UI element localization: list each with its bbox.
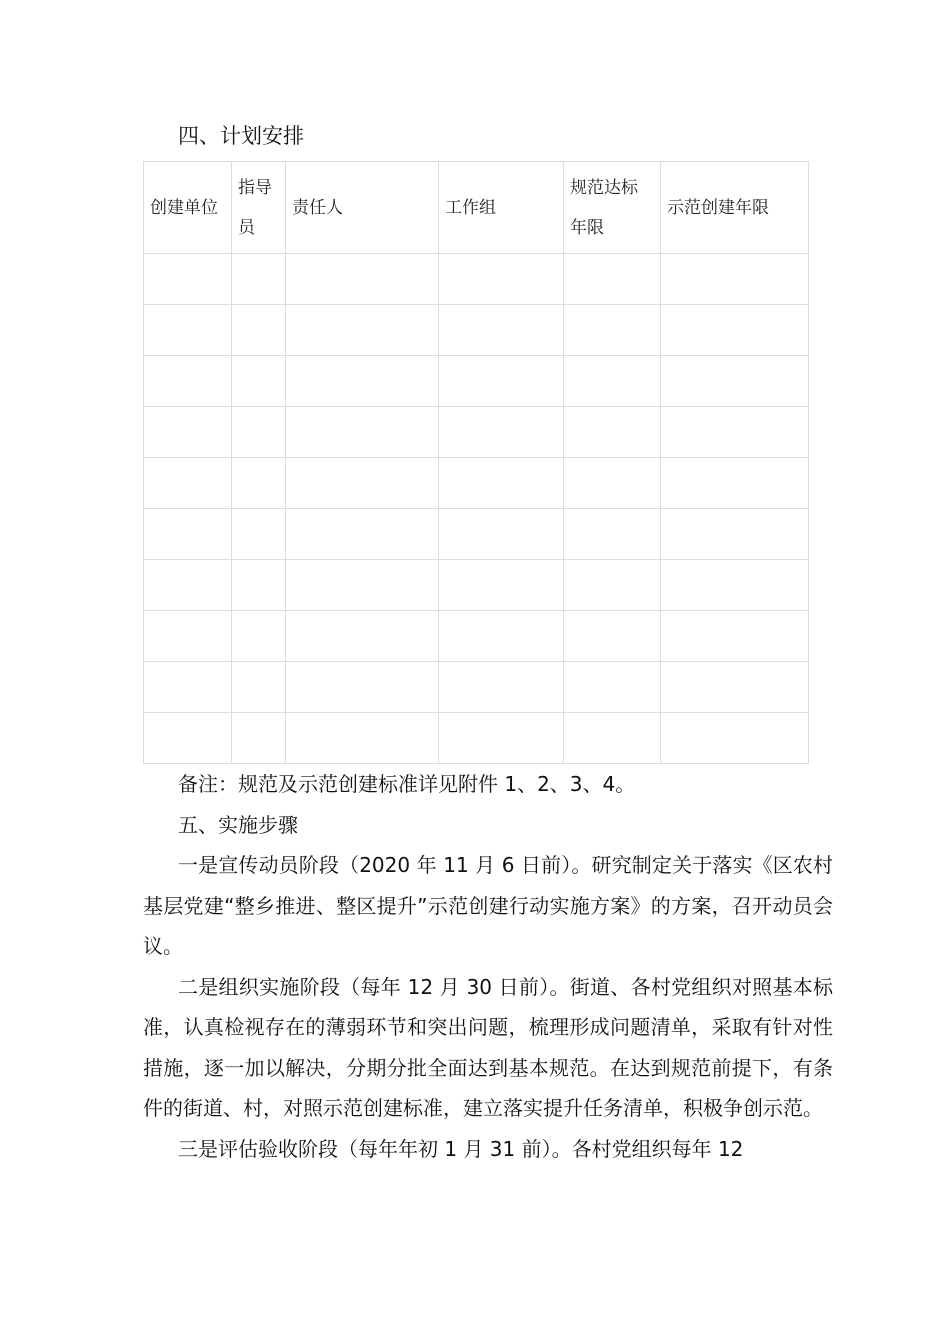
table-body (144, 254, 809, 764)
table-cell (232, 713, 286, 764)
table-cell (286, 611, 439, 662)
header-cell-demo-deadline: 示范创建年限 (661, 162, 809, 254)
table-cell (144, 560, 232, 611)
table-cell (286, 509, 439, 560)
table-cell (661, 611, 809, 662)
table-cell (144, 611, 232, 662)
table-cell (286, 458, 439, 509)
table-cell (144, 254, 232, 305)
table-row (144, 713, 809, 764)
body-text (143, 764, 833, 1169)
table-cell (564, 713, 661, 764)
table-cell (439, 560, 564, 611)
table-cell (661, 560, 809, 611)
plan-table (143, 161, 809, 764)
table-cell (232, 254, 286, 305)
table-row (144, 662, 809, 713)
header-cell-unit: 创建单位 (144, 162, 232, 254)
table-cell (661, 356, 809, 407)
table-cell (144, 356, 232, 407)
table-cell (564, 662, 661, 713)
table-cell (439, 254, 564, 305)
table-cell (232, 662, 286, 713)
table-cell (232, 611, 286, 662)
note-paragraph: 备注：规范及示范创建标准详见附件 1、2、3、4。 (178, 772, 636, 796)
table-cell (564, 356, 661, 407)
table-cell (439, 713, 564, 764)
table-cell (286, 560, 439, 611)
table-cell (439, 356, 564, 407)
table-cell (661, 509, 809, 560)
table-cell (661, 407, 809, 458)
table-cell (661, 305, 809, 356)
header-cell-instructor: 指导员 (232, 162, 286, 254)
table-cell (232, 509, 286, 560)
table-cell (439, 305, 564, 356)
table-cell (144, 458, 232, 509)
header-cell-workgroup: 工作组 (439, 162, 564, 254)
table-cell (564, 560, 661, 611)
table-cell (286, 305, 439, 356)
table-cell (232, 458, 286, 509)
table-cell (144, 509, 232, 560)
table-cell (439, 662, 564, 713)
table-cell (661, 662, 809, 713)
table-cell (286, 713, 439, 764)
table-cell (144, 407, 232, 458)
table-cell (439, 407, 564, 458)
section-heading-plan: 四、计划安排 (178, 124, 304, 148)
table-cell (564, 407, 661, 458)
table-cell (661, 254, 809, 305)
section-heading-steps: 五、实施步骤 (178, 812, 298, 837)
table-row (144, 458, 809, 509)
table-row (144, 611, 809, 662)
table-cell (286, 407, 439, 458)
table-cell (232, 305, 286, 356)
step-paragraph-2: 二是组织实施阶段（每年 12 月 30 日前）。街道、各村党组织对照基本标准，认真检视存在的薄弱环节和突出问题，梳理形成问题清单，采取有针对性措施，逐一加以解决，分期分批全面达到基本规范。在达到规范前提下，有条件的街道、村，对照示范创建标准，建立落实提升任务清单，积极争创示范。 (143, 974, 833, 1120)
table-row (144, 509, 809, 560)
header-cell-responsible: 责任人 (286, 162, 439, 254)
table-cell (564, 611, 661, 662)
table-cell (439, 611, 564, 662)
table-cell (286, 254, 439, 305)
table-row (144, 560, 809, 611)
table-cell (564, 509, 661, 560)
table-cell (439, 458, 564, 509)
step-paragraph-1: 一是宣传动员阶段（2020 年 11 月 6 日前）。研究制定关于落实《区农村基层党建“整乡推进、整区提升”示范创建行动实施方案》的方案，召开动员会议。 (143, 853, 833, 958)
table-cell (661, 458, 809, 509)
table-header-row (144, 162, 809, 254)
table-cell (232, 560, 286, 611)
table-cell (232, 356, 286, 407)
table-cell (564, 458, 661, 509)
table-cell (144, 662, 232, 713)
table-cell (286, 356, 439, 407)
table-cell (564, 305, 661, 356)
table-cell (564, 254, 661, 305)
table-row (144, 254, 809, 305)
table-row (144, 305, 809, 356)
header-cell-standard-deadline: 规范达标年限 (564, 162, 661, 254)
table-row (144, 356, 809, 407)
table-cell (661, 713, 809, 764)
table-cell (144, 305, 232, 356)
table-cell (286, 662, 439, 713)
table-cell (232, 407, 286, 458)
table-cell (439, 509, 564, 560)
step-paragraph-3: 三是评估验收阶段（每年年初 1 月 31 前）。各村党组织每年 12 (178, 1136, 744, 1161)
table-row (144, 407, 809, 458)
table-cell (144, 713, 232, 764)
